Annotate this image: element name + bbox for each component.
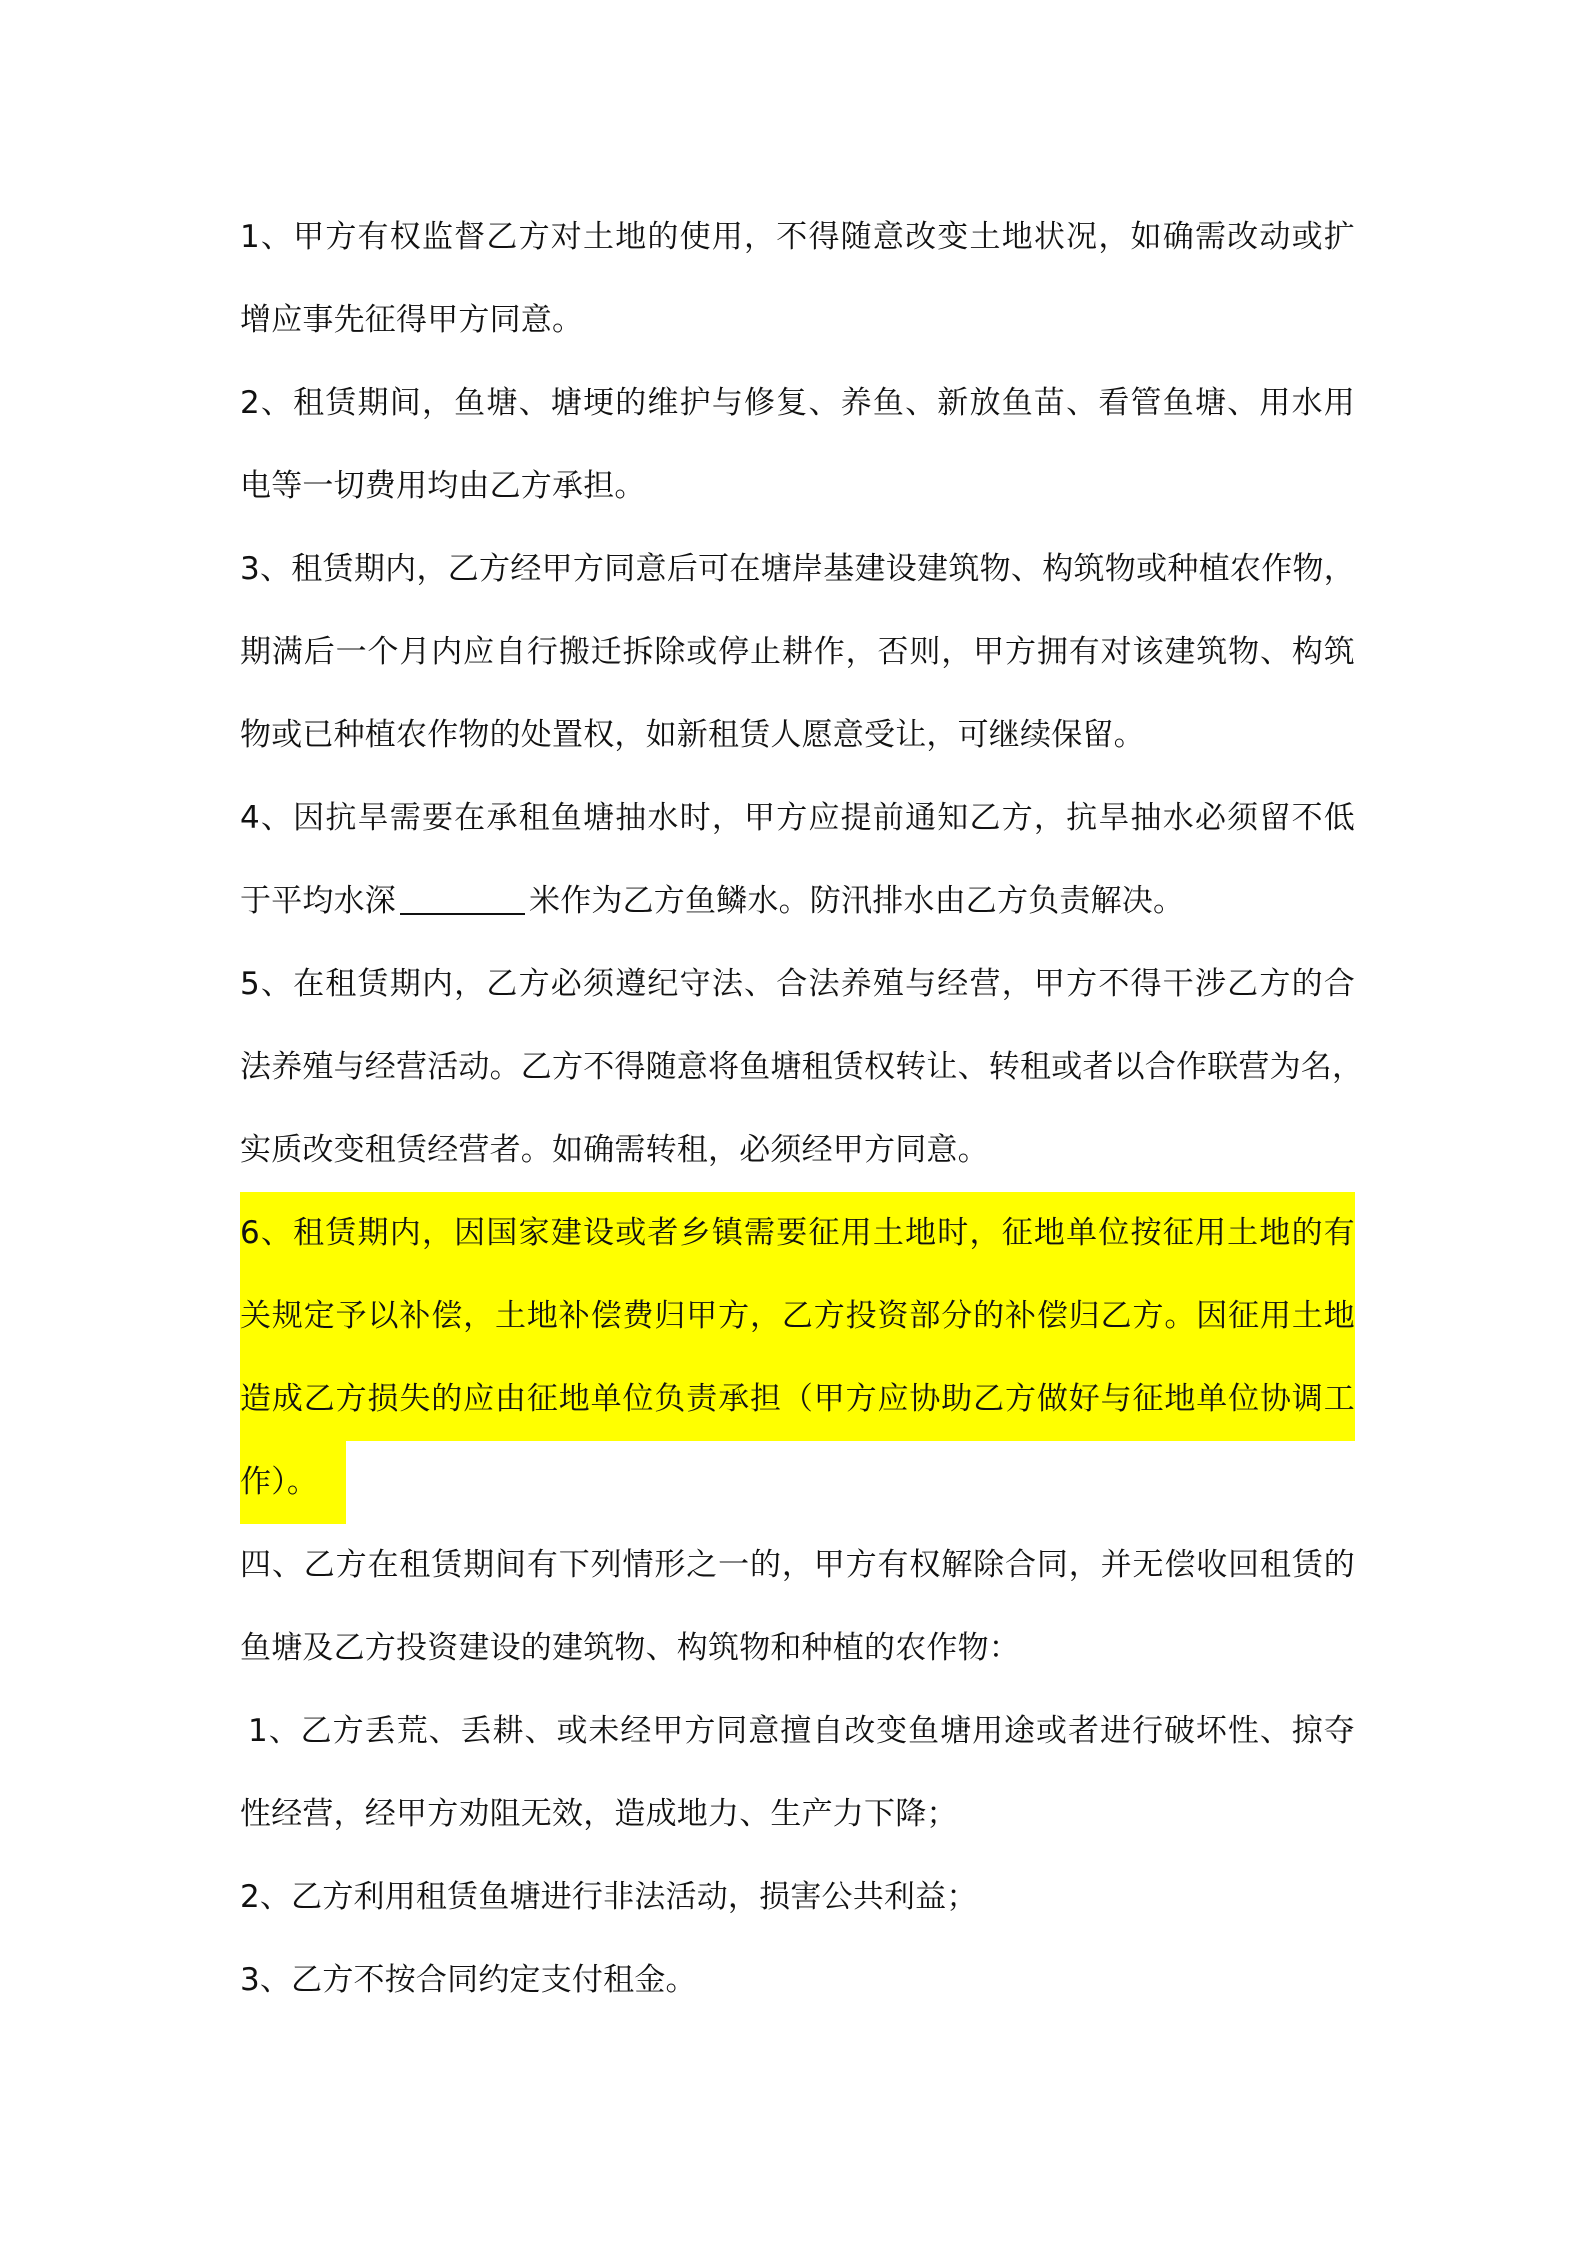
water-depth-blank xyxy=(400,883,525,915)
clause-1-line-1: 1、甲方有权监督乙方对土地的使用，不得随意改变土地状况，如确需改动或扩 xyxy=(240,219,1355,255)
clause-4-text-before-blank: 于平均水深 xyxy=(240,883,396,919)
section-4-line-2: 鱼塘及乙方投资建设的建筑物、构筑物和种植的农作物： xyxy=(240,1630,1020,1666)
clause-3-line-3: 物或已种植农作物的处置权，如新租赁人愿意受让，可继续保留。 xyxy=(240,717,1145,753)
clause-6-line-1: 6、租赁期内，因国家建设或者乡镇需要征用土地时，征地单位按征用土地的有 xyxy=(240,1192,1355,1275)
section-4-line-1: 四、乙方在租赁期间有下列情形之一的，甲方有权解除合同，并无偿收回租赁的 xyxy=(240,1547,1355,1583)
clause-6-line-4: 作）。 xyxy=(240,1441,346,1524)
clause-6-highlight xyxy=(240,1192,1355,1441)
clause-4-line-2 xyxy=(240,860,1355,943)
section-4-item-1-line-1: 1、乙方丢荒、丢耕、或未经甲方同意擅自改变鱼塘用途或者进行破坏性、掠夺 xyxy=(248,1713,1355,1749)
clause-2-line-1: 2、租赁期间，鱼塘、塘埂的维护与修复、养鱼、新放鱼苗、看管鱼塘、用水用 xyxy=(240,385,1355,421)
clause-1-line-2: 增应事先征得甲方同意。 xyxy=(240,302,584,338)
section-4-item-2: 2、乙方利用租赁鱼塘进行非法活动，损害公共利益； xyxy=(240,1879,978,1915)
clause-2-line-2: 电等一切费用均由乙方承担。 xyxy=(240,468,646,504)
section-4-item-1-line-2: 性经营，经甲方劝阻无效，造成地力、生产力下降； xyxy=(240,1796,958,1832)
clause-6-line-4-wrap xyxy=(240,1441,1355,1524)
section-4-item-3: 3、乙方不按合同约定支付租金。 xyxy=(240,1962,697,1998)
clause-4-text-after-blank: 米作为乙方鱼鳞水。防汛排水由乙方负责解决。 xyxy=(529,883,1185,919)
clause-5-line-2: 法养殖与经营活动。乙方不得随意将鱼塘租赁权转让、转租或者以合作联营为名， xyxy=(240,1049,1364,1085)
clause-5-line-3: 实质改变租赁经营者。如确需转租，必须经甲方同意。 xyxy=(240,1132,989,1168)
clause-3-line-2: 期满后一个月内应自行搬迁拆除或停止耕作，否则，甲方拥有对该建筑物、构筑 xyxy=(240,634,1355,670)
contract-body xyxy=(240,196,1364,2022)
clause-3-line-1: 3、租赁期内，乙方经甲方同意后可在塘岸基建设建筑物、构筑物或种植农作物， xyxy=(240,551,1355,587)
clause-6-line-3: 造成乙方损失的应由征地单位负责承担（甲方应协助乙方做好与征地单位协调工 xyxy=(240,1358,1355,1441)
clause-5-line-1: 5、在租赁期内，乙方必须遵纪守法、合法养殖与经营，甲方不得干涉乙方的合 xyxy=(240,966,1355,1002)
clause-6-line-2: 关规定予以补偿，土地补偿费归甲方，乙方投资部分的补偿归乙方。因征用土地 xyxy=(240,1275,1355,1358)
clause-4-line-1: 4、因抗旱需要在承租鱼塘抽水时，甲方应提前通知乙方，抗旱抽水必须留不低 xyxy=(240,800,1355,836)
